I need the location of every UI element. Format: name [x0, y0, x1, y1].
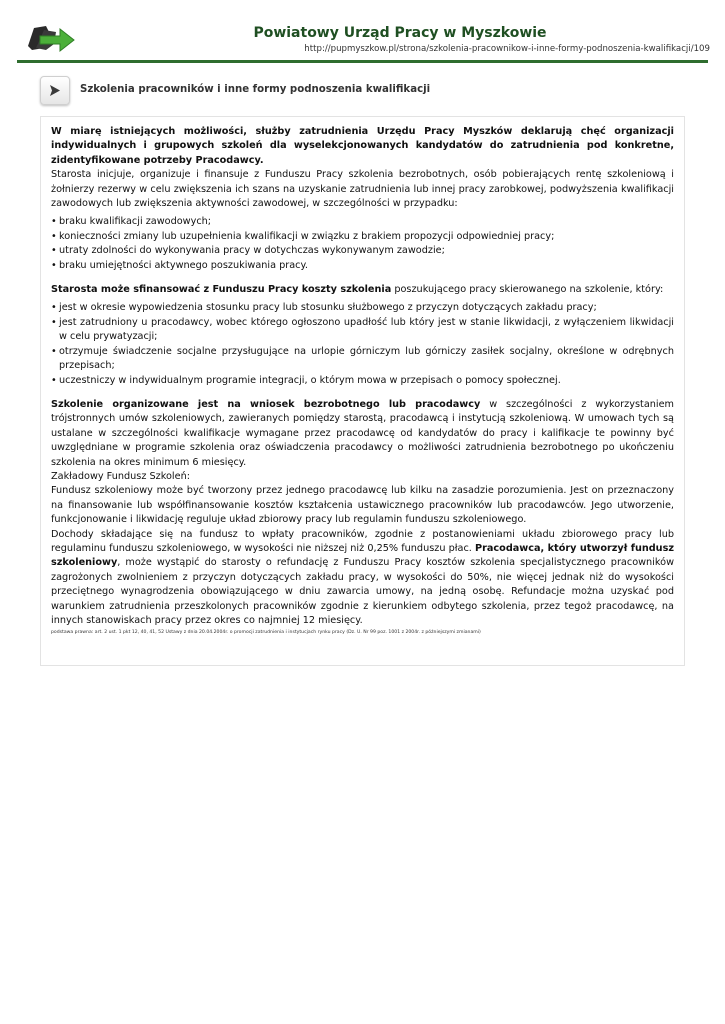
employer-bold: Szkolenie organizowane jest na wniosek bezrobotnego lub pracodawcy [51, 398, 481, 410]
site-title[interactable]: Powiatowy Urząd Pracy w Myszkowie [253, 25, 547, 41]
finance-text: poszukującego pracy skierowanego na szkolenie, który: [391, 284, 664, 296]
list-item: • braku kwalifikacji zawodowych; [51, 215, 674, 229]
logo-icon[interactable] [26, 22, 76, 54]
finance-cases-list [51, 301, 674, 387]
legal-basis: podstawa prawna: art. 2 ust. 1 pkt 12, 40, 41, 52 Ustawy z dnia 20.04.2004r. o promocji zatrudnienia i instytucjach rynku pracy (Dz. U. Nr 99 poz. 1001 z 2004r. z późniejszymi zmianami) [51, 630, 481, 636]
fund-text-1: Fundusz szkoleniowy może być tworzony przez jednego pracodawcę lub kilku na zasadzie porozumienia. Jest on przeznaczony na finansowanie lub współfinansowanie kosztów kształcenia ustawicznego pracowników lub pracodawców. Jego utworzenie, funkcjonowanie i likwidację reguluje układ zbiorowy pracy lub regulamin funduszu szkoleniowego. [51, 485, 674, 526]
arrow-button[interactable] [40, 76, 70, 105]
intro-paragraph [51, 125, 674, 211]
fund-bold: Pracodawca, który utworzył fundusz szkoleniowy [51, 542, 674, 569]
list-item: • otrzymuje świadczenie socjalne przysługujące na urlopie górniczym lub górniczy zasiłek socjalny, określone w odrębnych przepisach; [51, 345, 674, 374]
play-arrow-icon [49, 84, 61, 97]
list-item: • braku umiejętności aktywnego poszukiwania pracy. [51, 259, 674, 273]
intro-text: Starosta inicjuje, organizuje i finansuje z Funduszu Pracy szkolenia bezrobotnych, osób pobierających rentę szkoleniową i żołnierzy rezerwy w celu zwiększenia ich szans na uzyskanie zatrudnienia lub innej pracy zarobkowej, podwyższenia kwalifikacji zawodowych lub zwiększenia aktywności zawodowej, w szczególności w przypadku: [51, 169, 674, 210]
cases-list [51, 215, 674, 273]
list-item: • jest w okresie wypowiedzenia stosunku pracy lub stosunku służbowego z przyczyn dotyczących zakładu pracy; [51, 301, 674, 315]
header-divider [17, 60, 708, 63]
intro-bold: W miarę istniejących możliwości, służby zatrudnienia Urzędu Pracy Myszków deklarują chęć organizacji indywidualnych i grupowych szkoleń dla wyselekcjonowanych kandydatów do zatrudnienia pod konkretne, zidentyfikowane potrzeby Pracodawcy. [51, 126, 674, 166]
fund-text-2: Dochody składające się na fundusz to wpłaty pracowników, zgodnie z postanowieniami układu zbiorowego pracy lub regulaminu funduszu szkoleniowego, w wysokości nie niższej niż 0,25% funduszu płac. [51, 528, 674, 554]
site-header [0, 0, 725, 62]
finance-paragraph [51, 283, 674, 297]
finance-bold: Starosta może sfinansować z Funduszu Pracy koszty szkolenia [51, 284, 392, 296]
article-content [40, 116, 685, 666]
employer-text: w szczególności z wykorzystaniem trójstronnych umów szkoleniowych, zawieranych pomiędzy starostą, pracodawcą i instytucją szkoleniową. W umowach tych są ustalane w szczególności kwalifikacje wymagane przez pracodawcę od kandydatów do pracy i kalifikacje te powinny być uwzględniane w programie szkolenia oraz oświadczenia pracodawcy o możliwości zatrudnienia bezrobotnego po ukończeniu szkolenia na okres minimum 6 miesięcy. [51, 398, 674, 468]
list-item: • jest zatrudniony u pracodawcy, wobec którego ogłoszono upadłość lub który jest w stanie likwidacji, z wyłączeniem likwidacji w celu prywatyzacji; [51, 316, 674, 345]
page-title: Szkolenia pracowników i inne formy podnoszenia kwalifikacji [80, 84, 431, 95]
list-item: • utraty zdolności do wykonywania pracy w dotychczas wykonywanym zawodzie; [51, 244, 674, 258]
fund-heading: Zakładowy Fundusz Szkoleń: [51, 470, 190, 482]
page-heading [40, 76, 685, 108]
list-item: • uczestniczy w indywidualnym programie integracji, o którym mowa w przepisach o pomocy społecznej. [51, 374, 674, 388]
fund-text-3: , może wystąpić do starosty o refundację z Funduszu Pracy kosztów szkolenia specjalistycznego pracowników zagrożonych zwolnieniem z przyczyn dotyczących zakładu pracy, w wysokości do 50%, nie więcej jednak niż do wysokości przeciętnego wynagrodzenia obowiązującego w dniu zawarcia umowy, na jedną osobę. Refundacje można uzyskać pod warunkiem zatrudnienia przeszkolonych pracowników zgodnie z kierunkiem odbytego szkolenia, przez tegoż pracodawcę, na innych stanowiskach pracy przez okres co najmniej 12 miesięcy. [51, 557, 674, 626]
list-item: • konieczności zmiany lub uzupełnienia kwalifikacji w związku z brakiem propozycji odpowiedniej pracy; [51, 230, 674, 244]
page-url: http://pupmyszkow.pl/strona/szkolenia-pracownikow-i-inne-formy-podnoszenia-kwalifikacji/109 [304, 44, 710, 54]
employer-paragraph [51, 398, 674, 629]
